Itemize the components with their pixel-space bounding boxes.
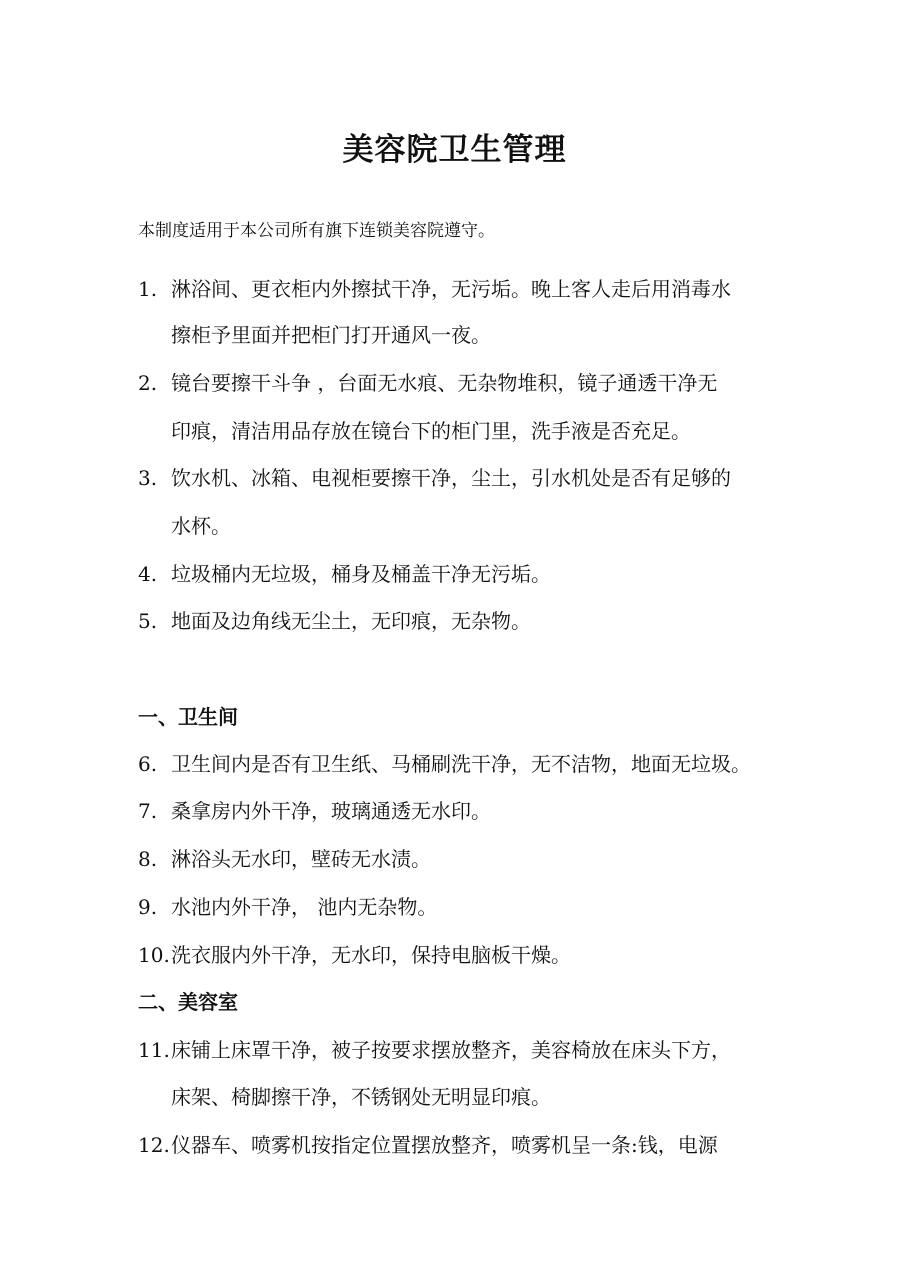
item-number: 1. xyxy=(138,277,158,301)
item-text: 饮水机、冰箱、电视柜要擦干净，尘土，引水机处是否有足够的 xyxy=(171,466,731,490)
item-text: 水池内外干净， 池内无杂物。 xyxy=(171,895,438,919)
item-number: 11. xyxy=(138,1038,170,1062)
item-text: 镜台要擦干斗争 ，台面无水痕、无杂物堆积，镜子通透干净无 xyxy=(171,371,718,395)
item-text: 桑拿房内外干净，玻璃通透无水印。 xyxy=(171,799,491,823)
intro-text: 本制度适用于本公司所有旗下连锁美容院遵守。 xyxy=(138,221,495,241)
item-number: 3. xyxy=(138,466,158,490)
item-number: 10. xyxy=(138,943,170,967)
item-text: 垃圾桶内无垃圾，桶身及桶盖干净无污垢。 xyxy=(171,562,551,586)
item-number: 12. xyxy=(138,1133,170,1157)
item-text: 洗衣服内外干净，无水印，保持电脑板干燥。 xyxy=(171,943,571,967)
item-number: 9. xyxy=(138,895,158,919)
item-number: 5. xyxy=(138,609,158,633)
item-text: 淋浴间、更衣柜内外擦拭干净，无污垢。晚上客人走后用消毒水 xyxy=(171,277,731,301)
item-text: 卫生间内是否有卫生纸、马桶刷洗干净，无不洁物，地面无垃圾。 xyxy=(171,752,751,776)
item-text: 擦柜予里面并把柜门打开通风一夜。 xyxy=(171,323,491,347)
section-heading-restroom: 一、卫生间 xyxy=(138,705,238,729)
document-title: 美容院卫生管理 xyxy=(342,132,567,168)
item-number: 8. xyxy=(138,847,158,871)
section-heading-beauty-room: 二、美容室 xyxy=(138,990,238,1014)
item-text: 仪器车、喷雾机按指定位置摆放整齐，喷雾机呈一条:钱，电源 xyxy=(171,1133,718,1157)
item-text: 地面及边角线无尘土，无印痕，无杂物。 xyxy=(171,609,531,633)
item-text: 床架、椅脚擦干净，不锈钢处无明显印痕。 xyxy=(171,1085,551,1109)
item-text: 床铺上床罩干净，被子按要求摆放整齐，美容椅放在床头下方， xyxy=(171,1038,731,1062)
item-number: 7. xyxy=(138,799,158,823)
item-text: 水杯。 xyxy=(171,514,231,538)
item-number: 6. xyxy=(138,752,158,776)
item-text: 淋浴头无水印，壁砖无水渍。 xyxy=(171,847,431,871)
item-text: 印痕，清洁用品存放在镜台下的柜门里，洗手液是否充足。 xyxy=(171,419,691,443)
item-number: 4. xyxy=(138,562,158,586)
item-number: 2. xyxy=(138,371,158,395)
